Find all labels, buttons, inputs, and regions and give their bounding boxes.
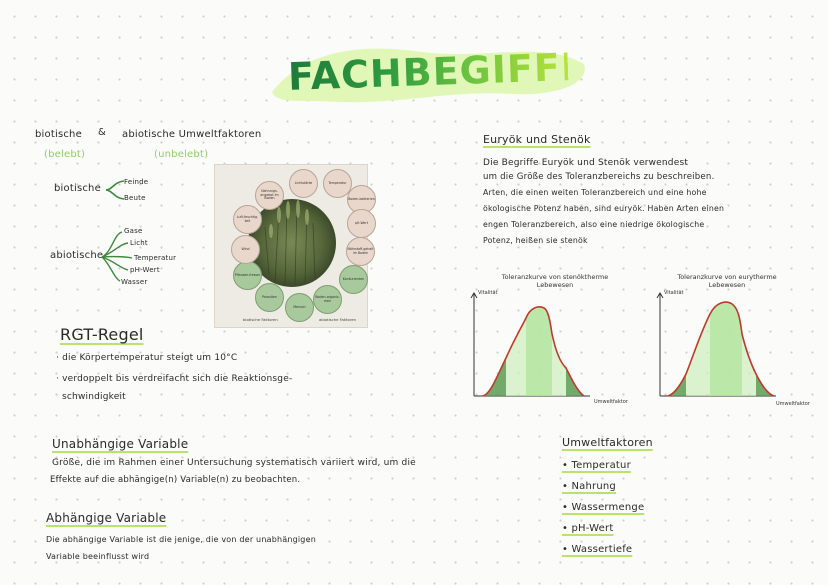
faktoren-heading-biotic: biotische bbox=[35, 129, 82, 140]
tolerance-curve-euryoek bbox=[654, 290, 784, 402]
factor-circle: pH-Wert bbox=[347, 209, 376, 238]
list-item: • Nahrung bbox=[562, 481, 616, 492]
rgt-point: schwindigkeit bbox=[62, 392, 126, 402]
factor-circle: Temperatur bbox=[323, 169, 352, 198]
page-title: FACHBEGIFFE bbox=[287, 44, 589, 99]
factor-circle-biotic: Pflanzen-fresser bbox=[233, 261, 262, 290]
list-item: • Wassertiefe bbox=[562, 544, 633, 555]
umweltfaktoren-list bbox=[562, 460, 644, 565]
biotic-item: Beute bbox=[124, 194, 146, 202]
note-biotic: (belebt) bbox=[44, 149, 86, 160]
factor-circle: Wind bbox=[231, 235, 260, 264]
abiotic-item: Temperatur bbox=[134, 254, 177, 262]
unabhaengig-text: Größe, die im Rahmen einer Untersuchung systematisch variiert wird, um die bbox=[52, 458, 416, 468]
umweltfaktoren-heading: Umweltfaktoren bbox=[562, 436, 653, 449]
curve-left-title-line: Toleranzkurve von stenöktherme bbox=[501, 273, 609, 281]
factor-circle-biotic: Parasiten bbox=[255, 283, 284, 312]
unabhaengig-text: Effekte auf die abhängige(n) Variable(n) zu beobachten. bbox=[50, 475, 301, 485]
list-item: • Wassermenge bbox=[562, 502, 645, 513]
abhaengig-text: Variable beeinflusst wird bbox=[46, 552, 150, 561]
euryoek-text: ökologische Potenz haben, sind euryök. Haben Arten einen bbox=[483, 204, 725, 213]
y-axis-label-right: Vitalität bbox=[664, 290, 684, 296]
x-axis-label-right: Umweltfaktor bbox=[776, 401, 810, 407]
abiotic-item: Licht bbox=[130, 239, 148, 247]
factor-circle-biotic: Konkurrenten bbox=[339, 265, 368, 294]
factor-circle: Luft-feuchtig-keit bbox=[233, 205, 262, 234]
list-item: • Temperatur bbox=[562, 460, 631, 471]
note-abiotic: (unbelebt) bbox=[154, 149, 209, 160]
legend-biotic: biotische Faktoren bbox=[243, 317, 278, 322]
euryoek-text: Potenz, heißen sie stenök bbox=[483, 236, 588, 245]
factor-circle-biotic: Mensch bbox=[285, 293, 314, 322]
abiotic-item: Wasser bbox=[121, 278, 148, 286]
factor-circle: Nahrungs-angebot im Boden bbox=[255, 181, 284, 210]
abiotic-item: pH-Wert bbox=[130, 266, 160, 274]
euryoek-text: Arten, die einen weiten Toleranzbereich und eine hohe bbox=[483, 188, 707, 197]
euryoek-text: um die Größe des Toleranzbereichs zu beschreiben. bbox=[483, 172, 715, 182]
abhaengig-heading: Abhängige Variable bbox=[46, 511, 167, 525]
factor-circle: Nährstoff-gehalt im Boden bbox=[346, 237, 375, 266]
curve-left-title-line: Lebewesen bbox=[536, 281, 574, 290]
euryoek-text: Die Begriffe Euryök und Stenök verwendest bbox=[483, 158, 689, 168]
ecosystem-factors-photo bbox=[214, 164, 375, 328]
faktoren-heading-abiotic: abiotische Umweltfaktoren bbox=[122, 129, 262, 140]
rgt-heading: RGT-Regel bbox=[60, 325, 144, 344]
curve-right-title-line: Lebewesen bbox=[708, 281, 746, 290]
factor-circle-biotic: Boden-organis-men bbox=[313, 285, 342, 314]
title-banner bbox=[262, 34, 592, 114]
tolerance-curve-stenoek bbox=[468, 290, 598, 402]
curve-left-title bbox=[490, 273, 620, 290]
factor-circle: Boden-bakterien bbox=[347, 185, 376, 214]
list-item: • pH-Wert bbox=[562, 523, 614, 534]
rgt-point: · verdoppelt bis verdreifacht sich die Reaktionsge- bbox=[56, 374, 293, 384]
faktoren-heading-amp: & bbox=[98, 127, 106, 138]
biotic-item: Feinde bbox=[124, 178, 149, 186]
euryoek-text: engen Toleranzbereich, also eine niedrige ökologische bbox=[483, 220, 705, 229]
abiotic-label: abiotische bbox=[50, 250, 104, 261]
x-axis-label-left: Umweltfaktor bbox=[594, 399, 628, 405]
y-axis-label-left: Vitalität bbox=[478, 290, 498, 296]
rgt-point: · die Körpertemperatur steigt um 10°C bbox=[56, 353, 238, 363]
unabhaengig-heading: Unabhängige Variable bbox=[52, 437, 189, 451]
biotic-label: biotische bbox=[54, 183, 101, 194]
curve-right-title bbox=[662, 273, 792, 290]
curve-right-title-line: Toleranzkurve von eurytherme bbox=[677, 273, 777, 281]
euryoek-heading: Euryök und Stenök bbox=[483, 133, 591, 146]
factor-circle: Lichtstärke bbox=[289, 169, 318, 198]
abiotic-item: Gase bbox=[124, 227, 143, 235]
legend-abiotic: abiotische Faktoren bbox=[319, 317, 357, 322]
abhaengig-text: Die abhängige Variable ist die jenige, die von der unabhängigen bbox=[46, 535, 316, 544]
